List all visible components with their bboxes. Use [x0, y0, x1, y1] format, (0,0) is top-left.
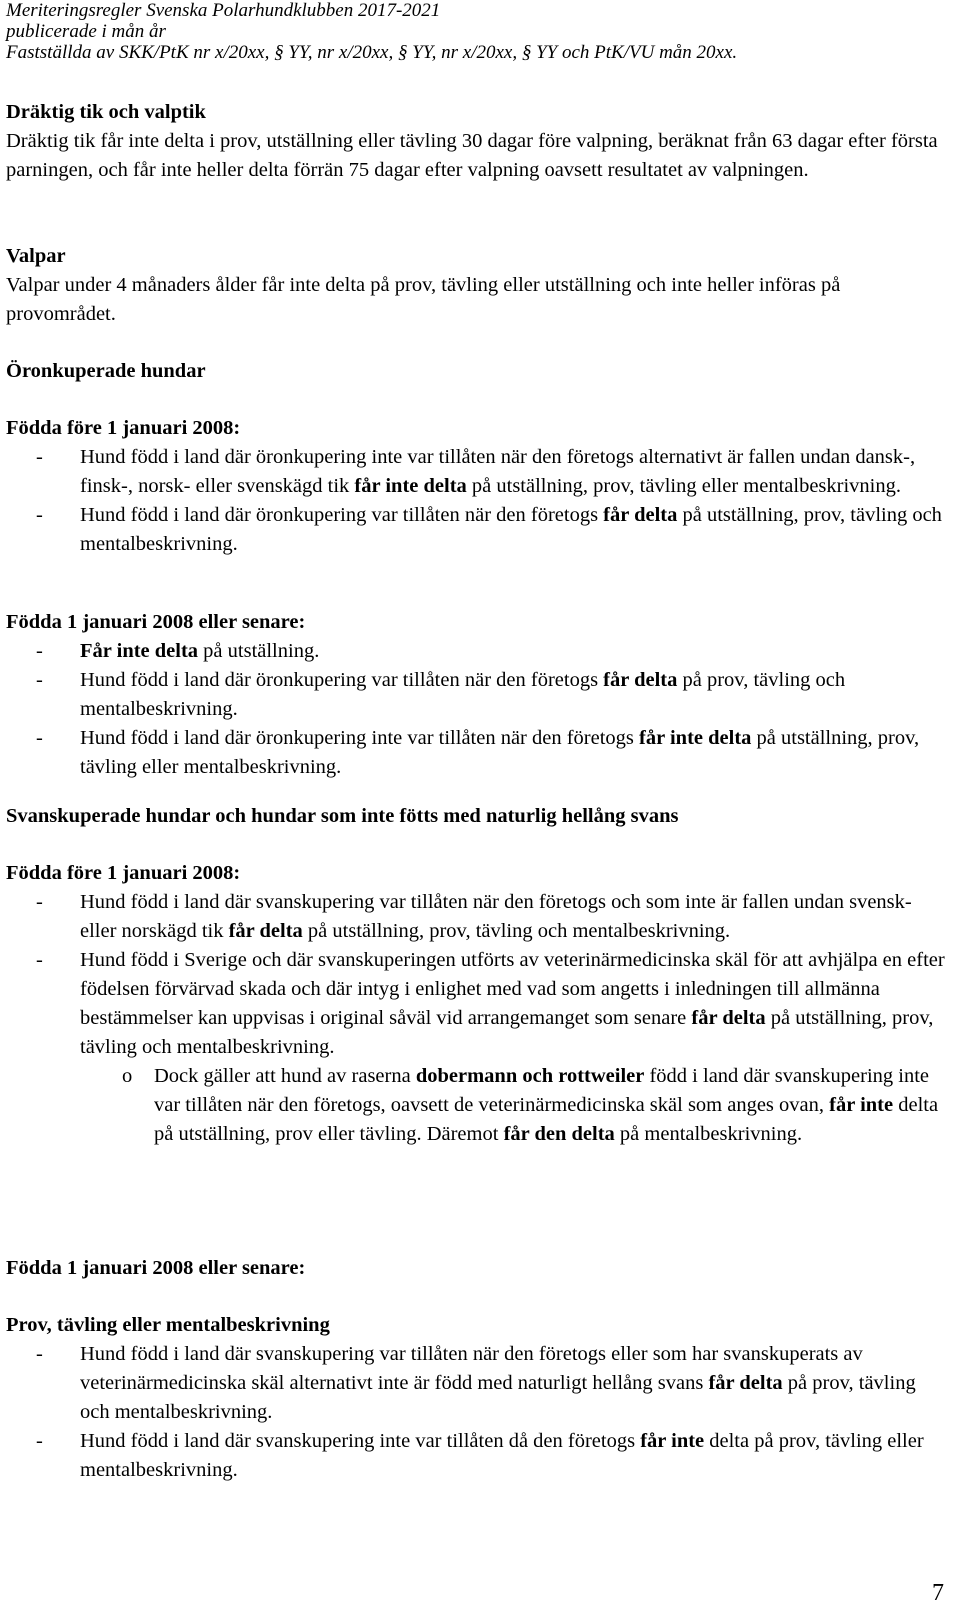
subheading: Födda före 1 januari 2008:	[6, 417, 241, 439]
section-tail-docked	[6, 802, 946, 831]
tail-before-2008	[6, 859, 946, 1149]
list-dash: -	[36, 640, 43, 662]
list-item: - Hund född i land där öronkupering inte var tillåten när den företogs alternativt är fallen undan dansk-, finsk-, norsk- eller svenskägd tik får inte delta på utställning, prov, tävling eller mentalbeskrivning.	[6, 443, 946, 501]
page-header	[6, 0, 946, 63]
list-item: - Hund född i land där öronkupering var tillåten när den företogs får delta på prov, tävling och mentalbeskrivning.	[6, 666, 946, 724]
list-item: - Hund född i land där svanskupering inte var tillåten då den företogs får inte delta på prov, tävling eller mentalbeskrivning.	[6, 1427, 946, 1485]
list-dash: -	[36, 1343, 43, 1365]
section-heading: Svanskuperade hundar och hundar som inte fötts med naturlig hellång svans	[6, 805, 679, 827]
section-heading: Dräktig tik och valptik	[6, 101, 206, 123]
list-dash: -	[36, 504, 43, 526]
list-dash: -	[36, 1430, 43, 1452]
list-circle: o	[122, 1065, 133, 1087]
section-heading: Valpar	[6, 245, 66, 267]
page-number: 7	[932, 1580, 944, 1606]
subheading: Prov, tävling eller mentalbeskrivning	[6, 1314, 330, 1336]
list-item: - Hund född i land där svanskupering var tillåten när den företogs och som inte är fallen undan svensk- eller norskägd tik får delta på utställning, prov, tävling och mentalbeskrivning.	[6, 888, 946, 946]
list-item: - Får inte delta på utställning.	[6, 637, 946, 666]
section-ear-cropped	[6, 357, 946, 386]
list-item: - Hund född i Sverige och där svanskuperingen utförts av veterinärmedicinska skäl för att avhjälpa en efter födelsen förvärvad skada och där intyg i enlighet med vad som angetts i inledningen till allmänna bestämmelser kan uppvisas i original såväl vid arrangemanget som senare får delta på utställning, prov, tävling och mentalbeskrivning.	[6, 946, 946, 1062]
list-dash: -	[36, 949, 43, 971]
paragraph: Valpar under 4 månaders ålder får inte delta på prov, tävling eller utställning och inte heller införas på provområdet.	[6, 274, 841, 325]
header-published: publicerade i mån år	[6, 21, 166, 42]
list-dash: -	[36, 669, 43, 691]
section-puppies	[6, 242, 946, 329]
subheading: Födda före 1 januari 2008:	[6, 862, 241, 884]
header-approved: Fastställda av SKK/PtK nr x/20xx, § YY, nr x/20xx, § YY, nr x/20xx, § YY och PtK/VU mån 20xx.	[6, 42, 738, 63]
list-item: - Hund född i land där öronkupering inte var tillåten när den företogs får inte delta på utställning, prov, tävling eller mentalbeskrivning.	[6, 724, 946, 782]
section-pregnant-bitch	[6, 98, 946, 185]
list-dash: -	[36, 727, 43, 749]
section-heading: Öronkuperade hundar	[6, 360, 206, 382]
list-item: - Hund född i land där svanskupering var tillåten när den företogs eller som har svanskuperats av veterinärmedicinska skäl alternativt inte är född med naturligt hellång svans får delta på prov, tävling och mentalbeskrivning.	[6, 1340, 946, 1427]
subheading: Födda 1 januari 2008 eller senare:	[6, 611, 306, 633]
tail-after-2008	[6, 1254, 946, 1283]
tail-trial-section	[6, 1311, 946, 1485]
list-dash: -	[36, 446, 43, 468]
list-item: - Hund född i land där öronkupering var tillåten när den företogs får delta på utställning, prov, tävling och mentalbeskrivning.	[6, 501, 946, 559]
ear-after-2008	[6, 608, 946, 782]
sub-list-item: o Dock gäller att hund av raserna dobermann och rottweiler född i land där svanskupering inte var tillåten när den företogs, oavsett de veterinärmedicinska skäl som anges ovan, får inte delta på utställning, prov eller tävling. Däremot får den delta på mentalbeskrivning.	[6, 1062, 946, 1149]
ear-before-2008	[6, 414, 946, 559]
subheading: Födda 1 januari 2008 eller senare:	[6, 1257, 306, 1279]
paragraph: Dräktig tik får inte delta i prov, utställning eller tävling 30 dagar före valpning, beräknat från 63 dagar efter första parningen, och får inte heller delta förrän 75 dagar efter valpning oavsett resultatet av valpningen.	[6, 130, 938, 181]
header-title: Meriteringsregler Svenska Polarhundklubben 2017-2021	[6, 0, 441, 21]
list-dash: -	[36, 891, 43, 913]
